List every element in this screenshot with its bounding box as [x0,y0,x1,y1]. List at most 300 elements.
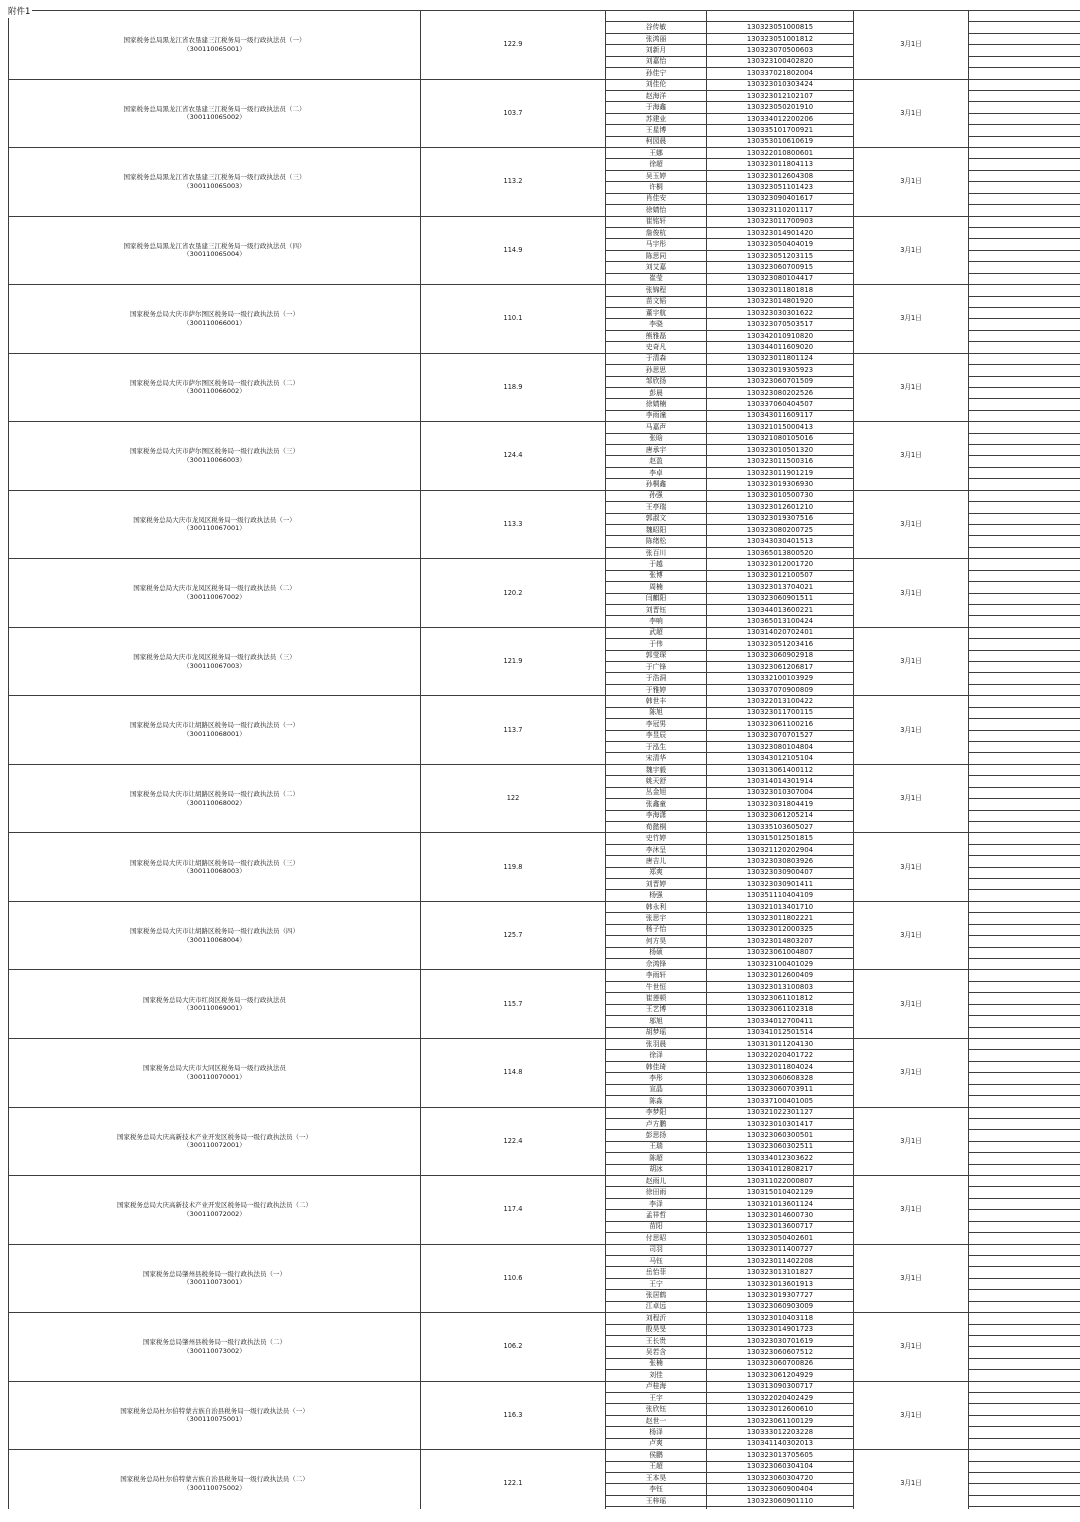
exam-number-cell: 130323013705605 [707,1450,854,1461]
exam-number-cell: 130351110404109 [707,890,854,901]
remark-cell [969,376,1080,387]
exam-number-cell: 130314020702401 [707,627,854,638]
remark-cell [969,1313,1080,1324]
exam-number-cell: 130343011609117 [707,410,854,421]
position-code: （300110067001） [183,524,246,533]
candidate-name-cell: 李泽 [606,1198,707,1209]
candidate-name-cell: 侯鹏 [606,1450,707,1461]
remark-cell [969,45,1080,56]
exam-number-cell: 130365013100424 [707,616,854,627]
score-cell: 125.7 [421,901,606,970]
exam-number-cell: 130323070500603 [707,45,854,56]
position-title: 国家税务总局大庆市让胡路区税务局一级行政执法员（三） [130,858,299,867]
position-title: 国家税务总局肇州县税务局一级行政执法员（二） [143,1338,286,1347]
exam-number-cell: 130323060703911 [707,1084,854,1095]
remark-cell [969,1450,1080,1461]
remark-cell [969,913,1080,924]
remark-cell [969,125,1080,136]
exam-number-cell: 130323080200725 [707,524,854,535]
candidate-name-cell: 史竹婷 [606,833,707,844]
candidate-name-cell: 杨硕 [606,947,707,958]
table-row [9,148,1080,159]
position-title: 国家税务总局大庆市龙凤区税务局一级行政执法员（一） [133,515,296,524]
remark-cell [969,273,1080,284]
exam-number-cell: 130323060700826 [707,1358,854,1369]
candidate-name-cell: 卢爽 [606,1438,707,1449]
candidate-name-cell: 于泓生 [606,742,707,753]
exam-number-cell: 130323019307727 [707,1290,854,1301]
remark-cell [969,981,1080,992]
candidate-name-cell: 胡冰 [606,1164,707,1175]
position-title: 国家税务总局大庆市让胡路区税务局一级行政执法员（四） [130,927,299,936]
remark-cell [969,330,1080,341]
candidate-name-cell: 李梦阳 [606,1107,707,1118]
remark-cell [969,307,1080,318]
position-code: （300110066003） [183,455,246,464]
exam-number-cell: 130323011901219 [707,467,854,478]
date-cell: 3月1日 [854,148,969,217]
remark-cell [969,1507,1080,1509]
exam-number-cell: 130323030900407 [707,867,854,878]
candidate-name-cell: 孙思思 [606,365,707,376]
candidate-name-cell: 李雨轩 [606,970,707,981]
date-cell: 3月1日 [854,764,969,833]
candidate-name-cell: 柯园晨 [606,136,707,147]
remark-cell [969,113,1080,124]
position-cell [9,148,421,217]
position-title: 国家税务总局大庆市龙凤区税务局一级行政执法员（二） [133,584,296,593]
remark-cell [969,1473,1080,1484]
candidate-name-cell: 徐婧楠 [606,399,707,410]
exam-number-cell: 130342010910820 [707,330,854,341]
remark-cell [969,250,1080,261]
exam-number-cell: 130323014901420 [707,228,854,239]
exam-number-cell: 130323012100507 [707,570,854,581]
date-cell: 3月1日 [854,696,969,765]
exam-number-cell: 130323080202526 [707,387,854,398]
candidate-name-cell: 刘艾嘉 [606,262,707,273]
candidate-name-cell: 于海鑫 [606,102,707,113]
remark-cell [969,810,1080,821]
candidate-name-cell: 刘嘉怡 [606,56,707,67]
position-cell [9,901,421,970]
table-row [9,1107,1080,1118]
remark-cell [969,1427,1080,1438]
position-title: 国家税务总局黑龙江省农垦建三江税务局一级行政执法员（二） [123,104,306,113]
exam-number-cell: 130335101700921 [707,125,854,136]
candidate-name-cell: 孟祥哲 [606,1210,707,1221]
candidate-name-cell: 魏宇毅 [606,764,707,775]
remark-cell [969,1233,1080,1244]
candidate-name-cell: 刘佳 [606,1370,707,1381]
table-row [9,559,1080,570]
remark-cell [969,799,1080,810]
exam-number-cell: 130323014901723 [707,1324,854,1335]
candidate-name-cell: 李卓 [606,467,707,478]
candidate-name-cell: 崔莲顿 [606,993,707,1004]
date-cell: 3月1日 [854,970,969,1039]
remark-cell [969,365,1080,376]
exam-number-cell: 130323100402820 [707,56,854,67]
candidate-name-cell: 王瑞 [606,1141,707,1152]
candidate-name-cell: 司羽 [606,1244,707,1255]
remark-cell [969,787,1080,798]
exam-number-cell: 130323060900404 [707,1484,854,1495]
position-cell [9,490,421,559]
candidate-name-cell: 李骁 [606,319,707,330]
remark-cell [969,285,1080,296]
remark-cell [969,205,1080,216]
remark-cell [969,684,1080,695]
exam-number-cell: 130323080104417 [707,273,854,284]
exam-number-cell: 130323011700115 [707,707,854,718]
exam-number-cell: 130323051101423 [707,182,854,193]
candidate-name-cell: 何方昊 [606,936,707,947]
exam-number-cell: 130323010501320 [707,445,854,456]
candidate-name-cell: 王亭瑞 [606,502,707,513]
candidate-name-cell: 王梓瑶 [606,1495,707,1506]
exam-number-cell: 130313061400112 [707,764,854,775]
position-title: 国家税务总局大庆市萨尔图区税务局一级行政执法员（一） [130,310,299,319]
score-cell: 116.3 [421,1381,606,1450]
candidate-name-cell: 于越 [606,559,707,570]
candidate-name-cell: 卢桂海 [606,1381,707,1392]
exam-number-cell: 130337021802004 [707,68,854,79]
exam-number-cell: 130323013601913 [707,1278,854,1289]
remark-cell [969,445,1080,456]
candidate-name-cell: 赵世一 [606,1415,707,1426]
date-cell: 3月1日 [854,490,969,559]
exam-number-cell: 130311022000807 [707,1176,854,1187]
position-code: （300110068001） [183,730,246,739]
candidate-name-cell: 李昱辰 [606,730,707,741]
remark-cell [969,422,1080,433]
exam-number-cell: 130321120202904 [707,844,854,855]
candidate-name-cell: 韩世丰 [606,696,707,707]
candidate-name-cell: 王本昊 [606,1473,707,1484]
remark-cell [969,1221,1080,1232]
exam-number-cell: 130323060300501 [707,1130,854,1141]
candidate-name-cell: 岳怡菲 [606,1267,707,1278]
exam-number-cell: 130322013100422 [707,696,854,707]
table-row [9,79,1080,90]
candidate-name-cell: 武超 [606,627,707,638]
remark-cell [969,1255,1080,1266]
candidate-name-cell: 张晗 [606,433,707,444]
exam-number-cell: 130323012600409 [707,970,854,981]
score-cell: 121.9 [421,627,606,696]
remark-cell [969,1061,1080,1072]
remark-cell [969,479,1080,490]
position-title: 国家税务总局大庆市大同区税务局一级行政执法员 [143,1064,286,1073]
candidate-name-cell: 彭思扬 [606,1130,707,1141]
exam-number-cell: 130322020402429 [707,1393,854,1404]
candidate-name-cell: 肖佳安 [606,193,707,204]
candidate-name-cell: 于伟 [606,639,707,650]
date-cell: 3月1日 [854,285,969,354]
remark-cell [969,901,1080,912]
exam-number-cell: 130323060901110 [707,1495,854,1506]
remark-cell [969,33,1080,44]
candidate-name-cell: 赵雨儿 [606,1176,707,1187]
position-title: 国家税务总局大庆市让胡路区税务局一级行政执法员（一） [130,721,299,730]
table-row [9,696,1080,707]
exam-number-cell: 130344011609020 [707,342,854,353]
candidate-name-cell: 苏建业 [606,113,707,124]
exam-number-cell: 130365013800520 [707,547,854,558]
candidate-name-cell: 胡梦瑶 [606,1027,707,1038]
position-code: （300110065001） [183,44,246,53]
exam-number-cell: 130323030701619 [707,1335,854,1346]
exam-number-cell: 130323031804419 [707,799,854,810]
candidate-name-cell: 张楠 [606,1358,707,1369]
exam-number-cell: 130323060901511 [707,593,854,604]
candidate-name-cell: 许桐 [606,182,707,193]
candidate-name-cell: 崔铭轩 [606,216,707,227]
exam-number-cell: 130323060700915 [707,262,854,273]
position-code: （300110075001） [183,1415,246,1424]
position-cell [9,216,421,285]
position-code: （300110068003） [183,867,246,876]
remark-cell [969,1370,1080,1381]
exam-number-cell: 130323011402208 [707,1255,854,1266]
position-title: 国家税务总局大庆市萨尔图区税务局一级行政执法员（三） [130,447,299,456]
exam-number-cell: 130323010307004 [707,787,854,798]
remark-cell [969,1153,1080,1164]
score-cell: 110.6 [421,1244,606,1313]
candidate-name-cell: 董宇航 [606,307,707,318]
candidate-name-cell: 牛世恒 [606,981,707,992]
position-title: 国家税务总局大庆高新技术产业开发区税务局一级行政执法员（一） [117,1132,312,1141]
candidate-table-body [9,11,1080,1510]
position-cell [9,11,421,80]
remark-cell [969,1141,1080,1152]
exam-number-cell: 130321080105016 [707,433,854,444]
exam-number-cell: 130321013401710 [707,901,854,912]
position-title: 国家税务总局杜尔伯特蒙古族自治县税务局一级行政执法员（一） [120,1406,309,1415]
candidate-name-cell: 于广锋 [606,662,707,673]
date-cell: 3月1日 [854,1381,969,1450]
candidate-name-cell: 苗阳 [606,1221,707,1232]
remark-cell [969,707,1080,718]
remark-cell [969,833,1080,844]
exam-number-cell: 130315010402129 [707,1187,854,1198]
exam-number-cell: 130323060902918 [707,650,854,661]
exam-number-cell: 130323013704021 [707,582,854,593]
candidate-name-cell: 苗文韬 [606,296,707,307]
table-row [9,1450,1080,1461]
remark-cell [969,1461,1080,1472]
remark-cell [969,1073,1080,1084]
remark-cell [969,1027,1080,1038]
date-cell: 3月1日 [854,1313,969,1382]
candidate-name-cell: 杨强 [606,890,707,901]
candidate-table [8,10,1080,1509]
candidate-name-cell: 王宇 [606,1393,707,1404]
position-title: 国家税务总局杜尔伯特蒙古族自治县税务局一级行政执法员（二） [120,1475,309,1484]
position-code: （300110065003） [183,181,246,190]
candidate-name-cell: 吴若含 [606,1347,707,1358]
candidate-name-cell: 卢方鹏 [606,1118,707,1129]
exam-number-cell: 130323012604308 [707,170,854,181]
exam-number-cell: 130323019307516 [707,513,854,524]
position-cell [9,1038,421,1107]
position-cell [9,1313,421,1382]
table-row [9,285,1080,296]
position-code: （300110067002） [183,593,246,602]
remark-cell [969,1290,1080,1301]
position-cell [9,1244,421,1313]
candidate-name-cell: 张百川 [606,547,707,558]
candidate-name-cell: 陈旭 [606,707,707,718]
exam-number-cell: 130322020401722 [707,1050,854,1061]
score-cell: 122.9 [421,11,606,80]
attachment-label: 附件1 [8,7,31,17]
exam-number-cell: 130323060701509 [707,376,854,387]
remark-cell [969,547,1080,558]
exam-number-cell: 130322010800601 [707,148,854,159]
remark-cell [969,742,1080,753]
remark-cell [969,1278,1080,1289]
candidate-name-cell: 李冠男 [606,719,707,730]
table-row [9,11,1080,22]
remark-cell [969,1038,1080,1049]
candidate-name-cell: 陈淼 [606,1096,707,1107]
candidate-name-cell: 张鸿丽 [606,33,707,44]
position-code: （300110065002） [183,113,246,122]
remark-cell [969,1187,1080,1198]
table-row [9,1038,1080,1049]
position-cell [9,764,421,833]
date-cell: 3月1日 [854,559,969,628]
exam-number-cell: 130313090300717 [707,1381,854,1392]
table-row [9,901,1080,912]
exam-number-cell: 130323014801920 [707,296,854,307]
exam-number-cell: 130323012000325 [707,924,854,935]
exam-number-cell: 130323011804113 [707,159,854,170]
candidate-name-cell: 谷传敏 [606,22,707,33]
exam-number-cell: 130343012105104 [707,753,854,764]
exam-number-cell: 130323010303424 [707,79,854,90]
exam-number-cell: 130323061101812 [707,993,854,1004]
date-cell: 3月1日 [854,422,969,491]
score-cell: 113.7 [421,696,606,765]
candidate-name-cell: 赵海洋 [606,90,707,101]
score-cell: 114.9 [421,216,606,285]
candidate-name-cell: 唐承宇 [606,445,707,456]
candidate-name-cell: 张锦程 [606,285,707,296]
remark-cell [969,1004,1080,1015]
remark-cell [969,1438,1080,1449]
exam-number-cell: 130323011400727 [707,1244,854,1255]
table-row [9,1381,1080,1392]
position-cell [9,696,421,765]
exam-number-cell: 130323010403118 [707,1313,854,1324]
candidate-name-cell: 王星博 [606,125,707,136]
candidate-name-cell: 姚天舒 [606,776,707,787]
date-cell: 3月1日 [854,901,969,970]
candidate-name-cell: 王娜 [606,148,707,159]
remark-cell [969,1016,1080,1027]
remark-cell [969,387,1080,398]
remark-cell [969,1198,1080,1209]
position-code: （300110075002） [183,1483,246,1492]
exam-number-cell: 130344013600221 [707,604,854,615]
table-row [9,1313,1080,1324]
remark-cell [969,79,1080,90]
candidate-name-cell: 李雨潼 [606,410,707,421]
remark-cell [969,650,1080,661]
position-cell [9,1107,421,1176]
remark-cell [969,193,1080,204]
exam-number-cell: 130323061004807 [707,947,854,958]
remark-cell [969,228,1080,239]
exam-number-cell: 130323010500730 [707,490,854,501]
score-cell: 106.2 [421,1313,606,1382]
remark-cell [969,502,1080,513]
date-cell: 3月1日 [854,1450,969,1509]
remark-cell [969,1358,1080,1369]
position-title: 国家税务总局大庆市萨尔图区税务局一级行政执法员（二） [130,378,299,387]
candidate-name-cell: 佘鸿锋 [606,959,707,970]
remark-cell [969,696,1080,707]
exam-number-cell: 130323013100803 [707,981,854,992]
exam-number-cell: 130323011700903 [707,216,854,227]
remark-cell [969,1210,1080,1221]
exam-number-cell: 130323011500316 [707,456,854,467]
candidate-name-cell: 陈超 [606,1153,707,1164]
position-code: （300110066002） [183,387,246,396]
exam-number-cell: 130323030301622 [707,307,854,318]
position-cell [9,353,421,422]
candidate-name-cell: 詹俊杭 [606,228,707,239]
score-cell: 114.8 [421,1038,606,1107]
remark-cell [969,570,1080,581]
date-cell: 3月1日 [854,216,969,285]
candidate-name-cell: 郭莹琛 [606,650,707,661]
position-code: （300110069001） [183,1004,246,1013]
candidate-name-cell: 李海潇 [606,810,707,821]
exam-number-cell: 130323060302511 [707,1141,854,1152]
candidate-name-cell: 陈绪松 [606,536,707,547]
exam-number-cell: 130323090401617 [707,193,854,204]
candidate-name-cell: 张思宇 [606,913,707,924]
score-cell: 124.4 [421,422,606,491]
candidate-name-cell: 付思昭 [606,1233,707,1244]
candidate-name-cell: 杨泽 [606,1427,707,1438]
exam-number-cell: 130333012203228 [707,1427,854,1438]
remark-cell [969,947,1080,958]
candidate-name-cell: 孙强 [606,490,707,501]
position-cell [9,79,421,148]
candidate-name-cell: 彭晨 [606,387,707,398]
remark-cell [969,1107,1080,1118]
exam-number-cell: 130323060607512 [707,1347,854,1358]
candidate-name-cell: 张羽晨 [606,1038,707,1049]
candidate-name-cell: 于雅婷 [606,684,707,695]
exam-number-cell: 130323012001720 [707,559,854,570]
position-title: 国家税务总局大庆高新技术产业开发区税务局一级行政执法员（二） [117,1201,312,1210]
score-cell: 120.2 [421,559,606,628]
exam-number-cell: 130323061102318 [707,1004,854,1015]
remark-cell [969,319,1080,330]
score-cell: 113.3 [421,490,606,559]
remark-cell [969,102,1080,113]
table-row [9,353,1080,364]
date-cell: 3月1日 [854,627,969,696]
remark-cell [969,673,1080,684]
candidate-name-cell: 刘新月 [606,45,707,56]
